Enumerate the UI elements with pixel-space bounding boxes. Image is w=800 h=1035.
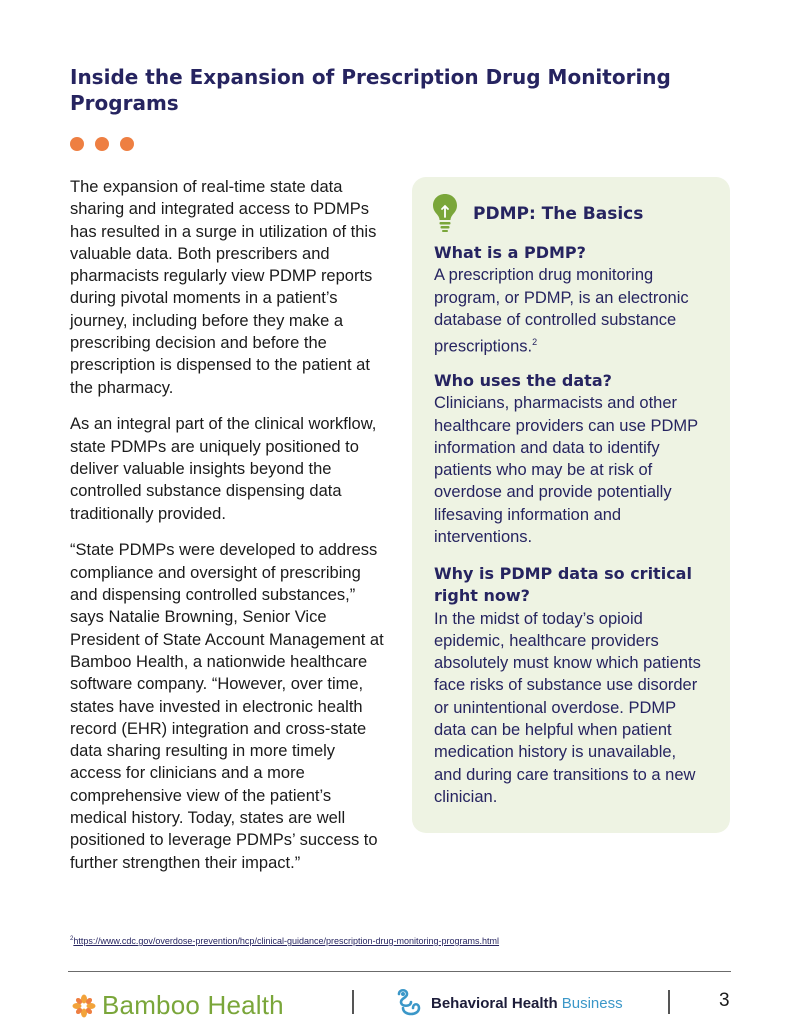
dot-icon: [120, 137, 134, 151]
question: Why is PDMP data so critical right now?: [434, 564, 692, 606]
sidebar-title: PDMP: The Basics: [473, 204, 644, 224]
question: What is a PDMP?: [434, 243, 586, 262]
answer: In the midst of today’s opioid epidemic, healthcare providers absolutely must know which patients face risks of substance use disorder or unintentional overdose. PDMP data can be helpful when patient medication history is unavailable, and during care transitions to a new clinician.: [434, 609, 701, 806]
qa-item: [434, 563, 706, 808]
body-paragraph: “State PDMPs were developed to address compliance and oversight of prescribing and dispensing controlled substances,” says Natalie Browning, Senior Vice President of State Account Management at Bamboo Health, a nationwide healthcare software company. “However, over time, states have invested in electronic health record (EHR) integration and cross-state data sharing resulting in more timely access for clinicians and a more comprehensive view of the patient’s medical history. Today, states are well positioned to leverage PDMPs’ success to further strengthen their impact.”: [70, 541, 384, 872]
footnote-link[interactable]: https://www.cdc.gov/overdose-prevention/hcp/clinical-guidance/prescription-drug-monitoring-programs.html: [73, 936, 500, 946]
main-body: [70, 176, 388, 888]
footnote-marker: 2: [70, 936, 74, 942]
behavioral-health-business-logo: [393, 986, 623, 1020]
bhb-wordmark-light: Business: [561, 994, 623, 1012]
answer: A prescription drug monitoring program, or PDMP, is an electronic database of controlled substance prescriptions.$^2$: [434, 266, 689, 356]
footer-divider: [68, 971, 731, 972]
answer: Clinicians, pharmacists and other healthcare providers can use PDMP information and data to identify patients who may be at risk of overdose and provide potentially lifesaving information and interventions.: [434, 394, 698, 547]
bhb-wordmark-bold: Behavioral Health: [431, 994, 558, 1012]
dot-icon: [70, 137, 84, 151]
qa-item: [434, 370, 720, 548]
lightbulb-icon: [432, 193, 458, 233]
page-number: 3: [719, 990, 730, 1011]
bamboo-health-wordmark: Bamboo Health: [102, 990, 284, 1020]
bhb-logo-icon: [393, 986, 427, 1020]
body-paragraph: As an integral part of the clinical workflow, state PDMPs are uniquely positioned to deliver valuable insights beyond the controlled substance dispensing data traditionally provided.: [70, 415, 377, 523]
page-title: Inside the Expansion of Prescription Drug Monitoring Programs: [70, 65, 671, 115]
body-paragraph: The expansion of real-time state data sharing and integrated access to PDMPs has resulted in a surge in utilization of this valuable data. Both prescribers and pharmacists regularly view PDMP reports during pivotal moments in a patient’s journey, including before they make a prescribing decision and before the prescription is dispensed to the patient at the pharmacy.: [70, 178, 377, 397]
qa-item: [434, 242, 720, 358]
bamboo-flower-icon: [72, 994, 96, 1018]
footnote: [70, 936, 499, 946]
bamboo-health-logo: [72, 990, 284, 1021]
footnote-ref: 2: [532, 337, 538, 348]
decorative-dots: [70, 137, 134, 151]
footer-separator: [668, 990, 670, 1014]
footer-separator: [352, 990, 354, 1014]
dot-icon: [95, 137, 109, 151]
question: Who uses the data?: [434, 371, 612, 390]
